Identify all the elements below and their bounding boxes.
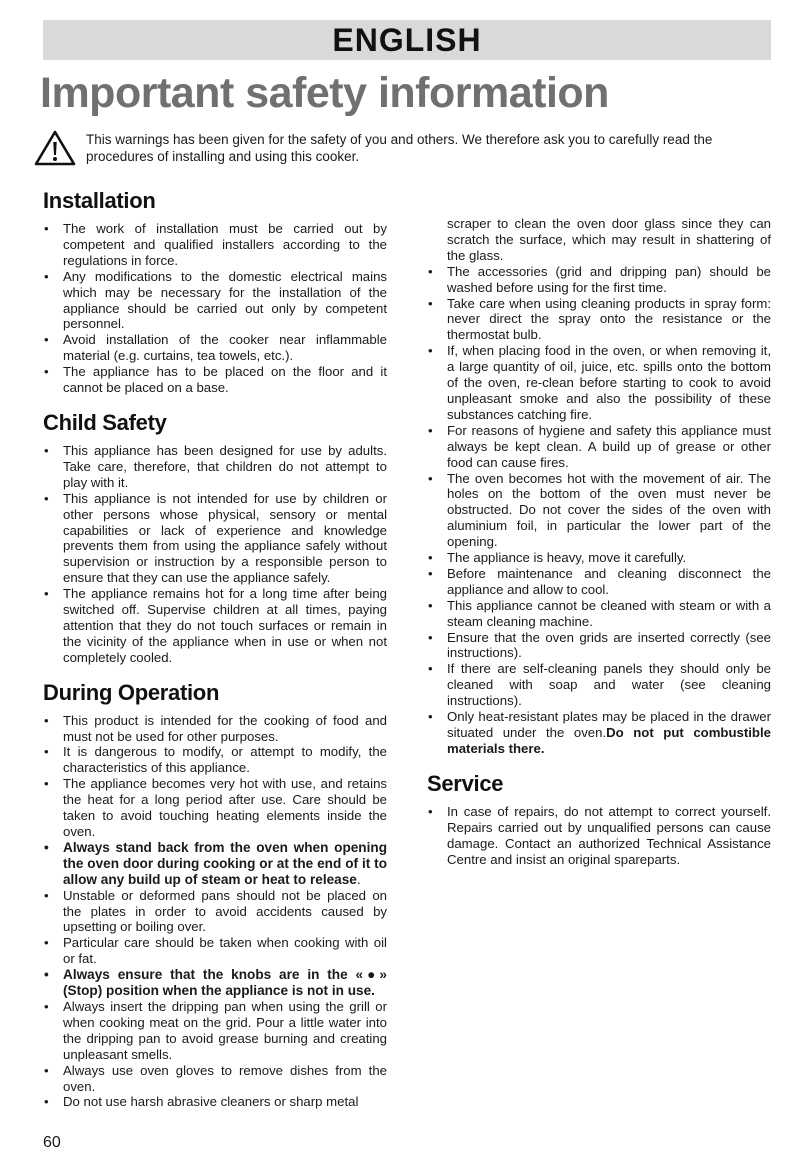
during-operation-heading: During Operation bbox=[43, 679, 220, 705]
installation-list bbox=[43, 221, 387, 396]
list-item-warning: • Always ensure that the knobs are in the «●» (Stop) position when the appliance is not in use. bbox=[43, 967, 387, 999]
list-item: • The work of installation must be carried out by competent and qualified installers according to the regulations in force. bbox=[43, 221, 387, 269]
warning-text: Always stand back from the oven when opening the oven door during cooking or at the end of it to allow any build up of steam or heat to release bbox=[63, 839, 387, 887]
language-banner: ENGLISH bbox=[43, 20, 771, 60]
plain-text: Only heat-resistant plates may be placed in the drawer situated under the oven. bbox=[447, 709, 771, 740]
list-item: • This appliance cannot be cleaned with steam or with a steam cleaning machine. bbox=[427, 598, 771, 630]
list-item: • If there are self-cleaning panels they should only be cleaned with soap and water (see cleaning instructions). bbox=[427, 661, 771, 709]
list-item: • If, when placing food in the oven, or when removing it, a large quantity of oil, juice, etc. spills onto the bottom of the oven, re-clean before starting to cook to avoid unpleasant smoke and also the possibility of these substances catching fire. bbox=[427, 343, 771, 423]
list-item: • Ensure that the oven grids are inserted correctly (see instructions). bbox=[427, 630, 771, 662]
list-item: • The appliance becomes very hot with use, and retains the heat for a long period after use. Care should be taken to avoid touching heating elements inside the oven. bbox=[43, 776, 387, 840]
page-title: Important safety information bbox=[40, 69, 609, 117]
list-item: • The appliance has to be placed on the floor and it cannot be placed on a base. bbox=[43, 364, 387, 396]
during-operation-list bbox=[43, 713, 387, 1111]
list-item: • For reasons of hygiene and safety this appliance must always be kept clean. A build up of grease or other food can cause fires. bbox=[427, 423, 771, 471]
list-item: • This appliance has been designed for use by adults. Take care, therefore, that children do not attempt to play with it. bbox=[43, 443, 387, 491]
installation-heading: Installation bbox=[43, 188, 156, 213]
warning-triangle-icon bbox=[33, 129, 77, 167]
list-item: • The accessories (grid and dripping pan) should be washed before using for the first time. bbox=[427, 264, 771, 296]
service-heading: Service bbox=[427, 770, 504, 796]
right-column bbox=[427, 216, 771, 877]
list-item: • Particular care should be taken when cooking with oil or fat. bbox=[43, 935, 387, 967]
left-column bbox=[43, 186, 387, 1120]
during-operation-list-continued bbox=[427, 216, 771, 757]
list-item: • It is dangerous to modify, or attempt to modify, the characteristics of this appliance. bbox=[43, 744, 387, 776]
list-item: • Avoid installation of the cooker near inflammable material (e.g. curtains, tea towels, etc.). bbox=[43, 332, 387, 364]
list-item: • This appliance is not intended for use by children or other persons whose physical, sensory or mental capabilities or lack of experience and knowledge prevents them from using the appliance safely without supervision or instruction by a responsible person to ensure that they can use the appliance safely. bbox=[43, 491, 387, 586]
list-item-continuation: scraper to clean the oven door glass since they can scratch the surface, which may result in shattering of the glass. bbox=[447, 216, 771, 263]
child-safety-list bbox=[43, 443, 387, 666]
list-item: • Before maintenance and cleaning disconnect the appliance and allow to cool. bbox=[427, 566, 771, 598]
list-item: • Unstable or deformed pans should not be placed on the plates in order to avoid accidents caused by upsetting or boiling over. bbox=[43, 888, 387, 936]
list-item: • The appliance remains hot for a long time after being switched off. Supervise children at all times, paying attention that they do not touch surfaces or remain in the vicinity of the appliance when in use or when not completely cooled. bbox=[43, 586, 387, 666]
list-item: • In case of repairs, do not attempt to correct yourself. Repairs carried out by unqualified persons can cause damage. Contact an authorized Technical Assistance Centre and insist an original spareparts. bbox=[427, 804, 771, 868]
list-item: • The oven becomes hot with the movement of air. The holes on the bottom of the oven must never be obstructed. Do not cover the sides of the oven with aluminium foil, in particular the lower part of the opening. bbox=[427, 471, 771, 551]
list-item: • The appliance is heavy, move it carefully. bbox=[427, 550, 771, 566]
child-safety-heading: Child Safety bbox=[43, 409, 167, 435]
list-item: • Always insert the dripping pan when using the grill or when cooking meat on the grid. Pour a little water into the dripping pan to avoid grease burning and creating unpleasant smells. bbox=[43, 999, 387, 1063]
list-item bbox=[427, 709, 771, 757]
list-item: • Always use oven gloves to remove dishes from the oven. bbox=[43, 1063, 387, 1095]
bold-warning-text: Do not put combustible materials there. bbox=[447, 725, 771, 756]
page-number: 60 bbox=[43, 1134, 61, 1151]
list-item: • Any modifications to the domestic electrical mains which may be necessary for the installation of the appliance should be carried out only by competent personnel. bbox=[43, 269, 387, 333]
service-list bbox=[427, 804, 771, 868]
list-item: • Do not use harsh abrasive cleaners or sharp metal bbox=[43, 1094, 387, 1110]
period: . bbox=[356, 871, 361, 887]
list-item-warning bbox=[43, 840, 387, 888]
intro-text: This warnings has been given for the safety of you and others. We therefore ask you to carefully read the procedures of installing and using this cooker. bbox=[86, 132, 713, 164]
list-item: • This product is intended for the cooking of food and must not be used for other purposes. bbox=[43, 713, 387, 745]
list-item: • Take care when using cleaning products in spray form: never direct the spray onto the resistance or the thermostat bulb. bbox=[427, 296, 771, 344]
